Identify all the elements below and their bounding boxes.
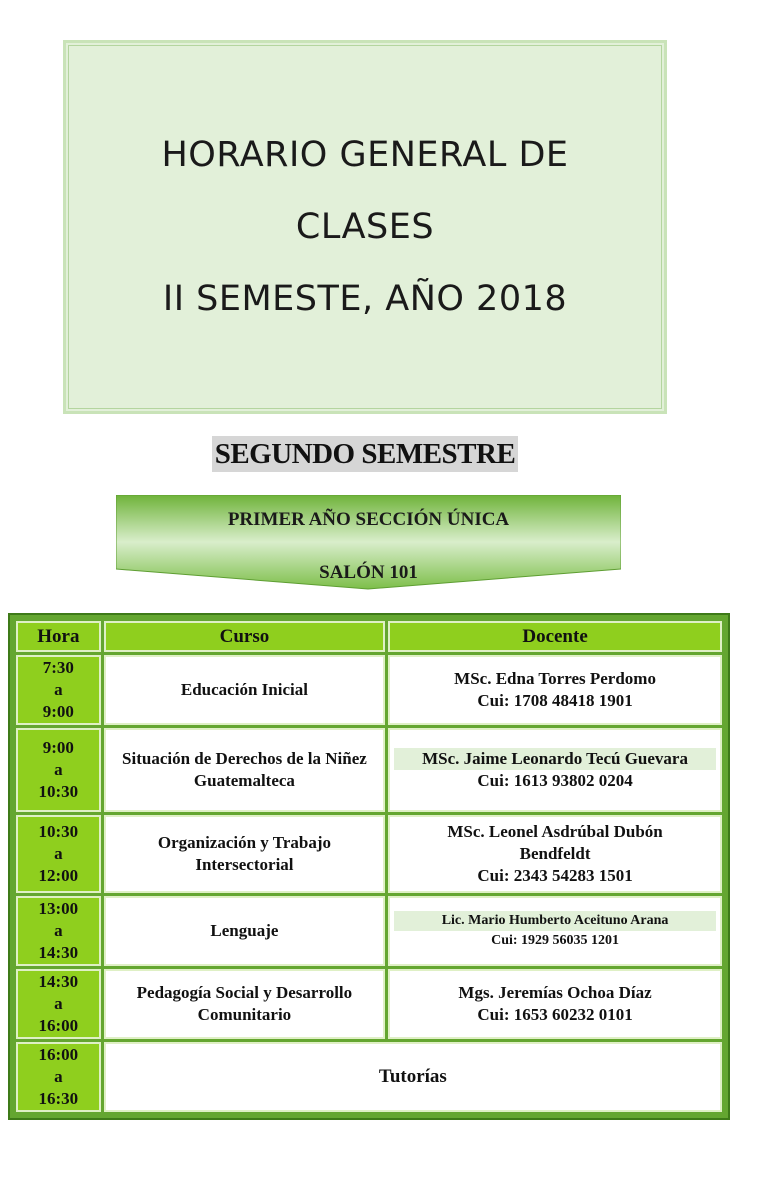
hour-cell	[16, 969, 101, 1039]
hour-cell	[16, 815, 101, 893]
hour-end: 12:00	[38, 866, 79, 885]
teacher-cell	[388, 896, 722, 966]
table-row	[16, 896, 722, 966]
hour-start: 13:00	[38, 899, 79, 918]
hour-start: 10:30	[38, 822, 79, 841]
teacher-cell	[388, 655, 722, 725]
course-cell: Lenguaje	[104, 896, 385, 966]
teacher-cui: Cui: 1929 56035 1201	[491, 933, 620, 948]
hour-start: 16:00	[38, 1045, 79, 1064]
teacher-cui: Cui: 1613 93802 0204	[477, 771, 633, 790]
hour-cell	[16, 896, 101, 966]
banner-line-2: SALÓN 101	[319, 562, 418, 583]
hour-sep: a	[54, 760, 63, 779]
hour-start: 7:30	[42, 658, 74, 677]
schedule-table	[8, 613, 730, 1120]
title-box	[63, 40, 667, 414]
teacher-name: MSc. Leonel Asdrúbal Dubón Bendfeldt	[447, 822, 663, 863]
hour-sep: a	[54, 994, 63, 1013]
title-line-3: II SEMESTE, AÑO 2018	[162, 279, 568, 319]
hour-end: 10:30	[38, 782, 79, 801]
course-cell: Situación de Derechos de la Niñez Guatemalteca	[104, 728, 385, 812]
teacher-name: Lic. Mario Humberto Aceituno Arana	[394, 911, 716, 931]
title-line-1: HORARIO GENERAL DE	[161, 135, 569, 175]
hour-end: 16:30	[38, 1089, 79, 1108]
hour-end: 14:30	[38, 943, 79, 962]
hour-sep: a	[54, 680, 63, 699]
header-teacher: Docente	[388, 621, 722, 652]
hour-end: 9:00	[42, 702, 74, 721]
hour-cell	[16, 1042, 101, 1112]
table-row	[16, 1042, 722, 1112]
course-cell: Educación Inicial	[104, 655, 385, 725]
hour-start: 14:30	[38, 972, 79, 991]
title-line-2: CLASES	[295, 207, 435, 247]
teacher-cell	[388, 969, 722, 1039]
hour-sep: a	[54, 844, 63, 863]
teacher-cell	[388, 728, 722, 812]
tutoring-cell: Tutorías	[104, 1042, 722, 1112]
table-header-row	[16, 621, 722, 652]
table-row	[16, 815, 722, 893]
teacher-cui: Cui: 2343 54283 1501	[477, 866, 633, 885]
table-row	[16, 655, 722, 725]
hour-start: 9:00	[42, 738, 74, 757]
table-row	[16, 728, 722, 812]
teacher-cui: Cui: 1653 60232 0101	[477, 1005, 633, 1024]
hour-end: 16:00	[38, 1016, 79, 1035]
semester-label: SEGUNDO SEMESTRE	[212, 436, 518, 472]
teacher-cell	[388, 815, 722, 893]
teacher-cui: Cui: 1708 48418 1901	[477, 691, 633, 710]
teacher-name: Mgs. Jeremías Ochoa Díaz	[458, 983, 652, 1002]
table-row	[16, 969, 722, 1039]
hour-sep: a	[54, 921, 63, 940]
banner-line-1: PRIMER AÑO SECCIÓN ÚNICA	[227, 509, 510, 530]
hour-sep: a	[54, 1067, 63, 1086]
hour-cell	[16, 728, 101, 812]
header-hour: Hora	[16, 621, 101, 652]
course-cell: Pedagogía Social y Desarrollo Comunitario	[104, 969, 385, 1039]
header-course: Curso	[104, 621, 385, 652]
course-cell: Organización y Trabajo Intersectorial	[104, 815, 385, 893]
teacher-name: MSc. Edna Torres Perdomo	[454, 669, 656, 688]
teacher-name: MSc. Jaime Leonardo Tecú Guevara	[394, 748, 716, 770]
hour-cell	[16, 655, 101, 725]
